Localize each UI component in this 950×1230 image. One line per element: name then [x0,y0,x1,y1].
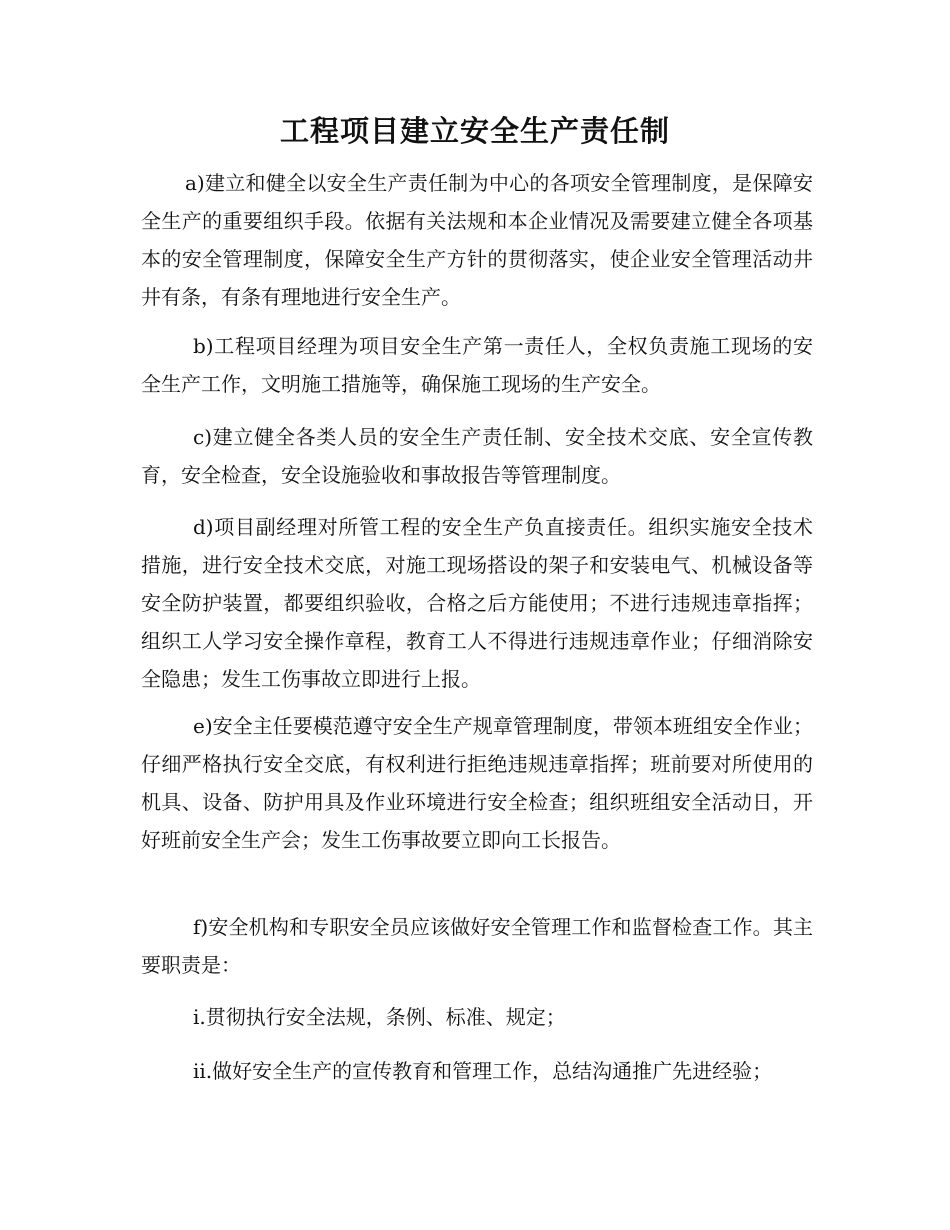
paragraph-d: d)项目副经理对所管工程的安全生产负直接责任。组织实施安全技术措施，进行安全技术交底，对施工现场搭设的架子和安装电气、机械设备等安全防护装置，都要组织验收，合格之后方能使用；不进行违规违章指挥；组织工人学习安全操作章程，教育工人不得进行违规违章作业；仔细消除安全隐患；发生工伤事故立即进行上报。 [141,515,813,691]
paragraph-c: c)建立健全各类人员的安全生产责任制、安全技术交底、安全宣传教育，安全检查，安全设施验收和事故报告等管理制度。 [141,425,813,487]
document-title: 工程项目建立安全生产责任制 [279,114,670,148]
paragraph-f: f)安全机构和专职安全员应该做好安全管理工作和监督检查工作。其主要职责是： [141,915,813,977]
paragraph-b: b)工程项目经理为项目安全生产第一责任人，全权负责施工现场的安全生产工作，文明施工措施等，确保施工现场的生产安全。 [141,334,813,396]
list-item-i: i.贯彻执行安全法规，条例、标准、规定； [193,1005,566,1029]
paragraph-a: a)建立和健全以安全生产责任制为中心的各项安全管理制度，是保障安全生产的重要组织手段。依据有关法规和本企业情况及需要建立健全各项基本的安全管理制度，保障安全生产方针的贯彻落实，使企业安全管理活动井井有条，有条有理地进行安全生产。 [141,171,813,309]
list-item-ii: ii.做好安全生产的宣传教育和管理工作，总结沟通推广先进经验； [193,1059,773,1083]
paragraph-e: e)安全主任要模范遵守安全生产规章管理制度，带领本班组安全作业；仔细严格执行安全交底，有权利进行拒绝违规违章指挥；班前要对所使用的机具、设备、防护用具及作业环境进行安全检查；组织班组安全活动日，开好班前安全生产会；发生工伤事故要立即向工长报告。 [141,714,813,852]
